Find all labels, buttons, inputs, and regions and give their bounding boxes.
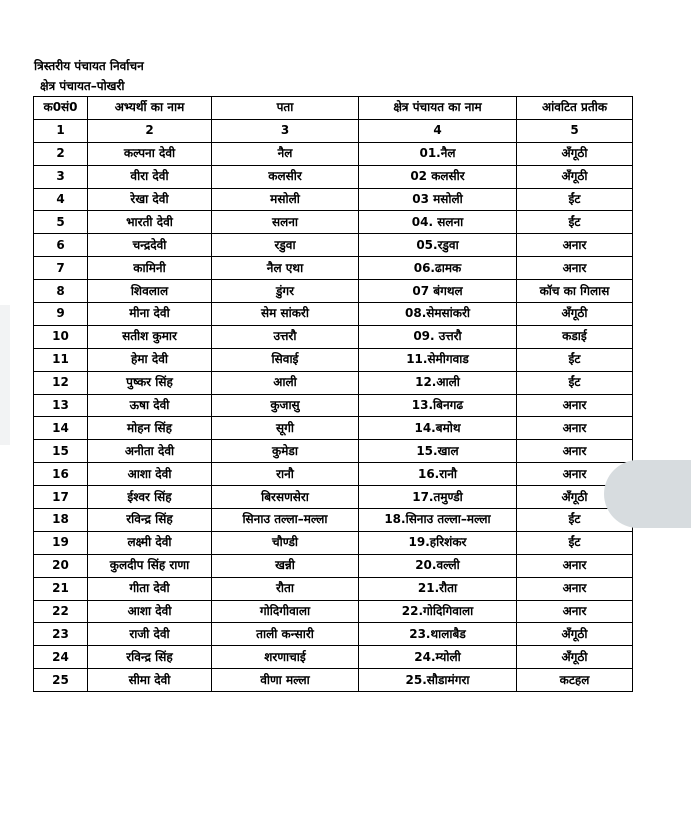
cell-address: खन्नी [212, 554, 359, 577]
table-row [34, 623, 633, 646]
cell-panchayat-name: 4 [359, 119, 517, 142]
cell-address: गोदिगीवाला [212, 600, 359, 623]
header-allotted-symbol: आंवटित प्रतीक [517, 97, 633, 120]
table-row [34, 211, 633, 234]
table-row [34, 348, 633, 371]
cell-panchayat-name: 20.वल्ली [359, 554, 517, 577]
cell-candidate-name: कुलदीप सिंह राणा [88, 554, 212, 577]
table-header-row [34, 97, 633, 120]
cell-address: कुजासु [212, 394, 359, 417]
cell-panchayat-name: 15.खाल [359, 440, 517, 463]
cell-candidate-name: राजी देवी [88, 623, 212, 646]
table-row [34, 417, 633, 440]
cell-allotted-symbol: ईंट [517, 371, 633, 394]
cell-panchayat-name: 17.तमुण्डी [359, 486, 517, 509]
cell-panchayat-name: 18.सिनाउ तल्ला–मल्ला [359, 509, 517, 532]
cell-candidate-name: मोहन सिंह [88, 417, 212, 440]
cell-panchayat-name: 13.बिनगढ [359, 394, 517, 417]
cell-serial: 19 [34, 531, 88, 554]
cell-candidate-name: रेखा देवी [88, 188, 212, 211]
cell-allotted-symbol: अनार [517, 554, 633, 577]
cell-serial: 7 [34, 257, 88, 280]
cell-panchayat-name: 25.सौडामंगरा [359, 669, 517, 692]
cell-panchayat-name: 19.हरिशंकर [359, 531, 517, 554]
cell-candidate-name: वीरा देवी [88, 165, 212, 188]
table-row [34, 531, 633, 554]
cell-allotted-symbol: अनार [517, 577, 633, 600]
cell-candidate-name: अनीता देवी [88, 440, 212, 463]
cell-panchayat-name: 14.बमोथ [359, 417, 517, 440]
cell-serial: 2 [34, 142, 88, 165]
cell-candidate-name: भारती देवी [88, 211, 212, 234]
cell-address: उत्तरौ [212, 325, 359, 348]
cell-panchayat-name: 01.नैल [359, 142, 517, 165]
cell-allotted-symbol: कॉच का गिलास [517, 280, 633, 303]
cell-serial: 9 [34, 303, 88, 326]
table-row [34, 165, 633, 188]
cell-address: बिरसणसेरा [212, 486, 359, 509]
cell-address: सिवाई [212, 348, 359, 371]
cell-allotted-symbol: कटहल [517, 669, 633, 692]
cell-address: रानौ [212, 463, 359, 486]
cell-serial: 5 [34, 211, 88, 234]
cell-candidate-name: आशा देवी [88, 600, 212, 623]
cell-panchayat-name: 12.आली [359, 371, 517, 394]
cell-panchayat-name: 16.रानौ [359, 463, 517, 486]
document-subtitle: क्षेत्र पंचायत–पोखरी [40, 79, 125, 93]
table-row [34, 669, 633, 692]
cell-address: सूगी [212, 417, 359, 440]
cell-address: रडुवा [212, 234, 359, 257]
cell-panchayat-name: 03 मसोली [359, 188, 517, 211]
cell-serial: 13 [34, 394, 88, 417]
cell-serial: 25 [34, 669, 88, 692]
cell-allotted-symbol: कडाई [517, 325, 633, 348]
table-row [34, 303, 633, 326]
cell-candidate-name: शिवलाल [88, 280, 212, 303]
table-row [34, 554, 633, 577]
cell-panchayat-name: 02 कलसीर [359, 165, 517, 188]
cell-candidate-name: हेमा देवी [88, 348, 212, 371]
cell-address: चौण्डी [212, 531, 359, 554]
table-row [34, 142, 633, 165]
cell-address: ताली कन्सारी [212, 623, 359, 646]
cell-allotted-symbol: अँगूठी [517, 646, 633, 669]
cell-panchayat-name: 09. उत्तरौ [359, 325, 517, 348]
cell-address: मसोली [212, 188, 359, 211]
cell-panchayat-name: 07 बंगथल [359, 280, 517, 303]
cell-candidate-name: लक्ष्मी देवी [88, 531, 212, 554]
cell-serial: 10 [34, 325, 88, 348]
cell-serial: 21 [34, 577, 88, 600]
header-serial: क0सं0 [34, 97, 88, 120]
cell-allotted-symbol: अँगूठी [517, 165, 633, 188]
cell-candidate-name: गीता देवी [88, 577, 212, 600]
cell-address: वीणा मल्ला [212, 669, 359, 692]
cell-panchayat-name: 24.म्योली [359, 646, 517, 669]
cell-panchayat-name: 04. सलना [359, 211, 517, 234]
cell-candidate-name: ईश्वर सिंह [88, 486, 212, 509]
cell-serial: 1 [34, 119, 88, 142]
cell-serial: 22 [34, 600, 88, 623]
cell-allotted-symbol: 5 [517, 119, 633, 142]
cell-allotted-symbol: अनार [517, 463, 633, 486]
cell-candidate-name: ऊषा देवी [88, 394, 212, 417]
cell-serial: 6 [34, 234, 88, 257]
cell-allotted-symbol: अनार [517, 600, 633, 623]
cell-candidate-name: 2 [88, 119, 212, 142]
cell-address: आली [212, 371, 359, 394]
cell-allotted-symbol: अनार [517, 394, 633, 417]
cell-panchayat-name: 23.थालाबैड [359, 623, 517, 646]
cell-address: डुंगर [212, 280, 359, 303]
cell-candidate-name: सतीश कुमार [88, 325, 212, 348]
cell-serial: 18 [34, 509, 88, 532]
cell-serial: 24 [34, 646, 88, 669]
table-row [34, 646, 633, 669]
cell-panchayat-name: 22.गोदिगिवाला [359, 600, 517, 623]
table-row [34, 280, 633, 303]
cell-serial: 17 [34, 486, 88, 509]
cell-serial: 20 [34, 554, 88, 577]
table-row [34, 440, 633, 463]
table-row [34, 119, 633, 142]
cell-panchayat-name: 11.सेमीगवाड [359, 348, 517, 371]
cell-allotted-symbol: अनार [517, 440, 633, 463]
table-row [34, 188, 633, 211]
cell-allotted-symbol: अनार [517, 257, 633, 280]
cell-panchayat-name: 05.रडुवा [359, 234, 517, 257]
cell-serial: 14 [34, 417, 88, 440]
cell-candidate-name: चन्द्रदेवी [88, 234, 212, 257]
page-edge-shape [604, 460, 691, 528]
cell-panchayat-name: 06.ढामक [359, 257, 517, 280]
cell-address: रौता [212, 577, 359, 600]
cell-candidate-name: मीना देवी [88, 303, 212, 326]
cell-address: नैल [212, 142, 359, 165]
candidate-table [33, 96, 633, 692]
cell-address: नैल एथा [212, 257, 359, 280]
cell-address: शरणाचाई [212, 646, 359, 669]
cell-address: कलसीर [212, 165, 359, 188]
cell-panchayat-name: 08.सेमसांकरी [359, 303, 517, 326]
cell-serial: 4 [34, 188, 88, 211]
cell-candidate-name: रविन्द्र सिंह [88, 646, 212, 669]
cell-allotted-symbol: ईंट [517, 188, 633, 211]
cell-allotted-symbol: अनार [517, 234, 633, 257]
table-row [34, 509, 633, 532]
table-row [34, 486, 633, 509]
header-address: पता [212, 97, 359, 120]
scan-shadow [0, 305, 10, 445]
cell-serial: 12 [34, 371, 88, 394]
cell-serial: 16 [34, 463, 88, 486]
table-row [34, 600, 633, 623]
header-panchayat-name: क्षेत्र पंचायत का नाम [359, 97, 517, 120]
cell-serial: 11 [34, 348, 88, 371]
cell-address: सेम सांकरी [212, 303, 359, 326]
cell-allotted-symbol: अँगूठी [517, 142, 633, 165]
table-row [34, 394, 633, 417]
cell-allotted-symbol: अँगूठी [517, 486, 633, 509]
cell-panchayat-name: 21.रौता [359, 577, 517, 600]
cell-candidate-name: पुष्कर सिंह [88, 371, 212, 394]
cell-allotted-symbol: ईंट [517, 531, 633, 554]
cell-allotted-symbol: ईंट [517, 211, 633, 234]
table-row [34, 463, 633, 486]
cell-allotted-symbol: अँगूठी [517, 623, 633, 646]
cell-allotted-symbol: अँगूठी [517, 303, 633, 326]
cell-address: 3 [212, 119, 359, 142]
cell-allotted-symbol: ईंट [517, 509, 633, 532]
cell-address: सिनाउ तल्ला–मल्ला [212, 509, 359, 532]
cell-serial: 8 [34, 280, 88, 303]
cell-candidate-name: कामिनी [88, 257, 212, 280]
cell-candidate-name: कल्पना देवी [88, 142, 212, 165]
document-title: त्रिस्तरीय पंचायत निर्वाचन [34, 59, 144, 73]
cell-allotted-symbol: अनार [517, 417, 633, 440]
table-row [34, 257, 633, 280]
table-row [34, 371, 633, 394]
cell-serial: 23 [34, 623, 88, 646]
cell-candidate-name: रविन्द्र सिंह [88, 509, 212, 532]
cell-address: सलना [212, 211, 359, 234]
cell-address: कुमेडा [212, 440, 359, 463]
table-row [34, 325, 633, 348]
table-row [34, 234, 633, 257]
cell-serial: 3 [34, 165, 88, 188]
table-row [34, 577, 633, 600]
cell-candidate-name: आशा देवी [88, 463, 212, 486]
header-candidate-name: अभ्यर्थी का नाम [88, 97, 212, 120]
cell-allotted-symbol: ईंट [517, 348, 633, 371]
cell-serial: 15 [34, 440, 88, 463]
cell-candidate-name: सीमा देवी [88, 669, 212, 692]
